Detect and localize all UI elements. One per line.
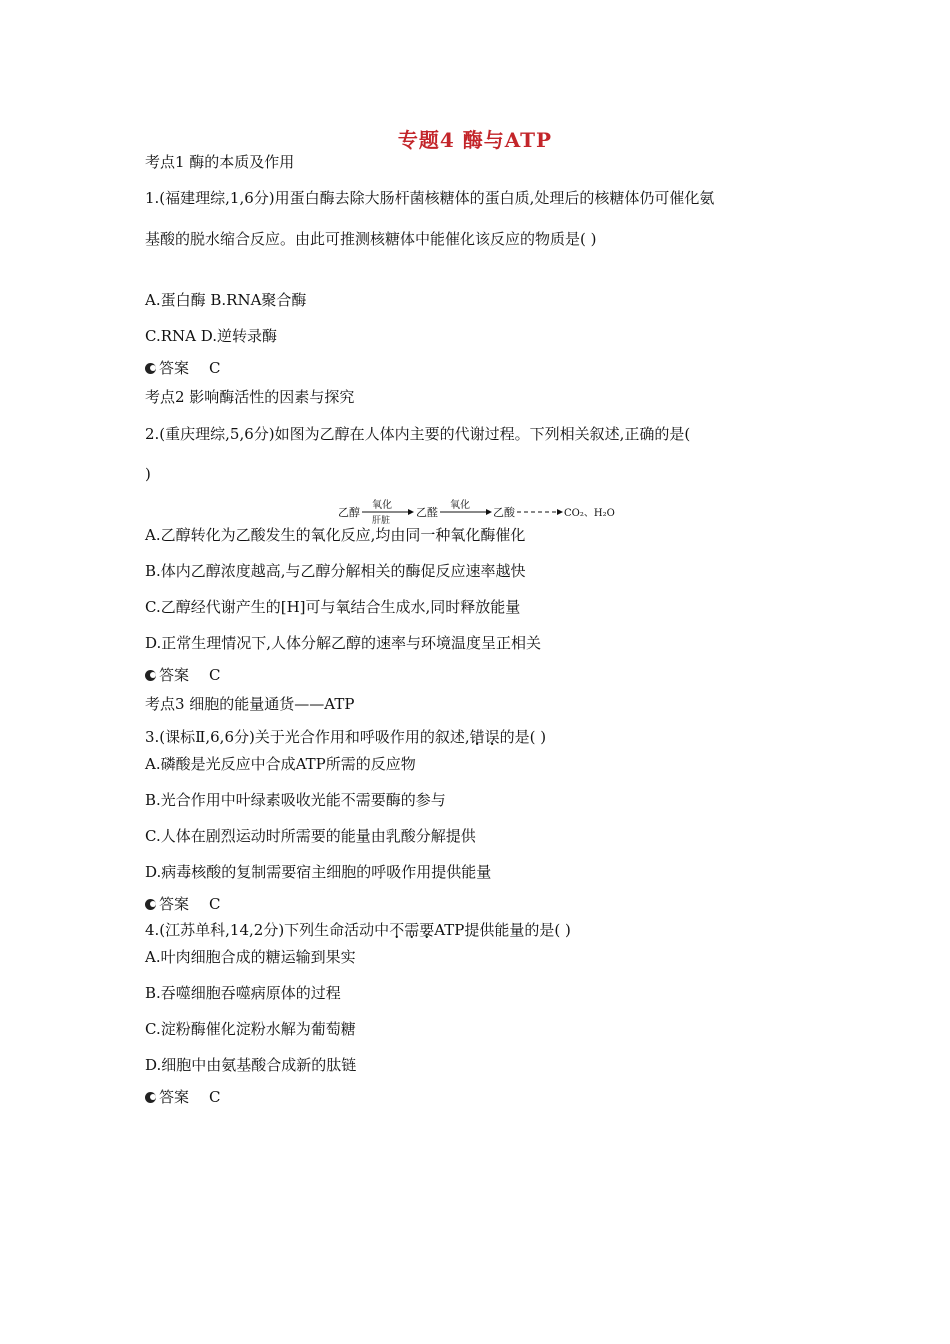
q4-answer (145, 1087, 221, 1107)
q2-answer (145, 665, 221, 685)
answer-value: C (209, 1088, 221, 1106)
q2-option-c: C.乙醇经代谢产生的[H]可与氧结合生成水,同时释放能量 (145, 598, 521, 616)
q2-option-b: B.体内乙醇浓度越高,与乙醇分解相关的酶促反应速率越快 (145, 562, 526, 580)
q1-options-ab: A.蛋白酶 B.RNA聚合酶 (145, 291, 307, 309)
answer-label: 答案 (159, 895, 190, 913)
q2-stem-line2: ) (145, 465, 151, 483)
q4-option-d: D.细胞中由氨基酸合成新的肽链 (145, 1056, 357, 1074)
diagram-dashed-arrow (517, 508, 563, 516)
q4-option-c: C.淀粉酶催化淀粉水解为葡萄糖 (145, 1020, 356, 1038)
q3-option-c: C.人体在剧烈运动时所需要的能量由乳酸分解提供 (145, 827, 476, 845)
diagram-node-acetic-acid: 乙酸 (493, 506, 515, 519)
diagram-node-ethanol: 乙醇 (338, 506, 360, 519)
q3-option-a: A.磷酸是光反应中合成ATP所需的反应物 (145, 755, 416, 773)
emphasis-char: 误 (484, 728, 500, 746)
q4-stem-post: ATP提供能量的是( ) (434, 921, 571, 939)
diagram-arrow1-top-label: 氧化 (372, 500, 392, 511)
answer-value: C (209, 666, 221, 684)
q3-option-b: B.光合作用中叶绿素吸收光能不需要酶的参与 (145, 791, 446, 809)
emphasis-char: 错 (469, 728, 485, 746)
diagram-arrow2-top-label: 氧化 (450, 500, 470, 511)
q3-option-d: D.病毒核酸的复制需要宿主细胞的呼吸作用提供能量 (145, 863, 492, 881)
q4-stem-pre: 4.(江苏单科,14,2分)下列生命活动中 (145, 921, 390, 939)
answer-icon (145, 899, 156, 910)
section-heading-3: 考点3 细胞的能量通货——ATP (145, 695, 355, 713)
q3-stem-pre: 3.(课标Ⅱ,6,6分)关于光合作用和呼吸作用的叙述, (145, 728, 470, 746)
q4-option-b: B.吞噬细胞吞噬病原体的过程 (145, 984, 341, 1002)
q4-option-a: A.叶肉细胞合成的糖运输到果实 (145, 948, 356, 966)
q2-option-d: D.正常生理情况下,人体分解乙醇的速率与环境温度呈正相关 (145, 634, 542, 652)
q1-stem-line2: 基酸的脱水缩合反应。由此可推测核糖体中能催化该反应的物质是( ) (145, 230, 597, 248)
section-heading-1: 考点1 酶的本质及作用 (145, 153, 295, 171)
q3-stem-post: 的是( ) (499, 728, 547, 746)
answer-icon (145, 670, 156, 681)
diagram-arrow-1 (362, 508, 414, 516)
emphasis-char: 需 (404, 921, 420, 939)
answer-label: 答案 (159, 359, 190, 377)
answer-value: C (209, 895, 221, 913)
answer-label: 答案 (159, 1088, 190, 1106)
diagram-arrow1-bottom-label: 肝脏 (372, 516, 391, 526)
answer-icon (145, 363, 156, 374)
q2-option-a: A.乙醇转化为乙酸发生的氧化反应,均由同一种氧化酶催化 (145, 526, 526, 544)
q3-answer (145, 894, 221, 914)
section-heading-2: 考点2 影响酶活性的因素与探究 (145, 388, 355, 406)
emphasis-char: 不 (389, 921, 405, 939)
q1-answer (145, 358, 221, 378)
answer-label: 答案 (159, 666, 190, 684)
diagram-node-products: CO₂、H₂O (564, 508, 615, 519)
diagram-node-acetaldehyde: 乙醛 (416, 506, 438, 519)
emphasis-char: 要 (419, 921, 435, 939)
metabolism-diagram (338, 496, 618, 526)
answer-icon (145, 1092, 156, 1103)
q1-options-cd: C.RNA D.逆转录酶 (145, 327, 277, 345)
diagram-arrow-2 (440, 508, 492, 516)
q4-stem (145, 920, 571, 940)
answer-value: C (209, 359, 221, 377)
q1-stem-line1: 1.(福建理综,1,6分)用蛋白酶去除大肠杆菌核糖体的蛋白质,处理后的核糖体仍可催化氨 (145, 189, 715, 207)
q2-stem-line1: 2.(重庆理综,5,6分)如图为乙醇在人体内主要的代谢过程。下列相关叙述,正确的是( (145, 425, 691, 443)
page-title: 专题4 酶与ATP (397, 128, 553, 152)
q3-stem (145, 727, 546, 747)
